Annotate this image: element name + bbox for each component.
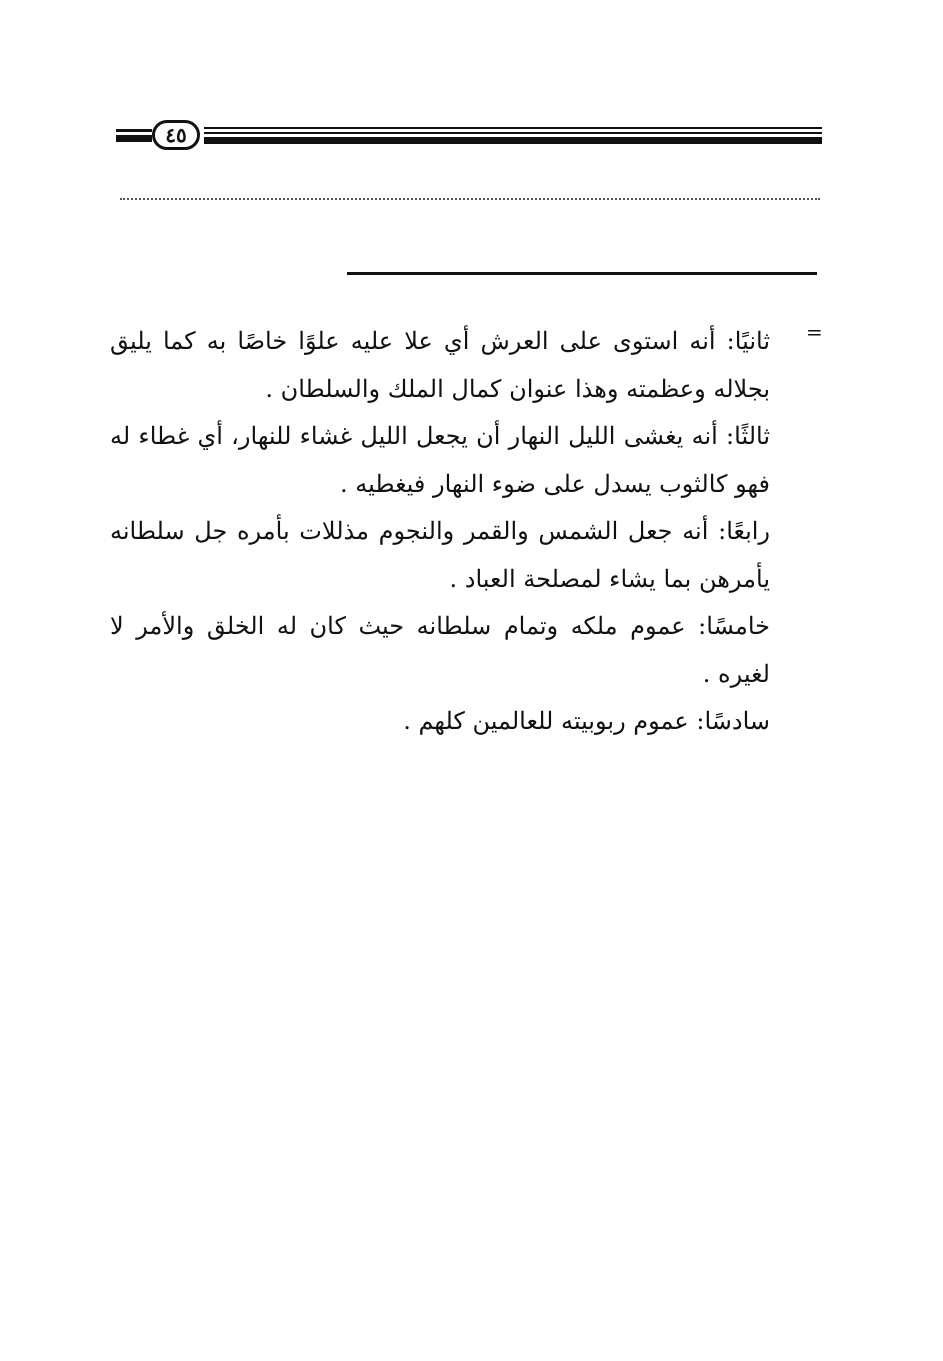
dotted-separator	[120, 198, 820, 200]
paragraph-fourth: رابعًا: أنه جعل الشمس والقمر والنجوم مذللات بأمره جل سلطانه يأمرهن بما يشاء لمصلحة العباد .	[110, 517, 771, 593]
paragraph-fifth: خامسًا: عموم ملكه وتمام سلطانه حيث كان له الخلق والأمر لا لغيره .	[110, 612, 770, 688]
header-ornament-left	[116, 129, 152, 143]
header-ornament-rule	[204, 127, 822, 145]
paragraph-label: ثانيًا	[734, 327, 770, 355]
paragraph-text: أنه جعل الشمس والقمر والنجوم مذللات بأمره جل سلطانه يأمرهن بما يشاء لمصلحة العباد .	[110, 517, 770, 593]
paragraph-label: ثالثًا	[734, 422, 770, 450]
body-text	[110, 318, 770, 746]
paragraph-label: رابعًا	[726, 517, 771, 545]
paragraph-label: سادسًا	[704, 707, 770, 735]
paragraph-text: أنه يغشى الليل النهار أن يجعل الليل غشاء للنهار، أي غطاء له فهو كالثوب يسدل على ضوء النهار فيغطيه .	[110, 422, 770, 498]
paragraph-sixth: سادسًا: عموم ربوبيته للعالمين كلهم .	[403, 707, 770, 735]
paragraph-text: عموم ربوبيته للعالمين كلهم .	[403, 707, 689, 735]
paragraph-text: أنه استوى على العرش أي علا عليه علوًا خاصًا به كما يليق بجلاله وعظمته وهذا عنوان كمال الملك والسلطان .	[110, 327, 770, 403]
page-number: ٤٥	[152, 120, 200, 150]
page-header	[110, 118, 822, 154]
paragraph-third: ثالثًا: أنه يغشى الليل النهار أن يجعل الليل غشاء للنهار، أي غطاء له فهو كالثوب يسدل على ضوء النهار فيغطيه .	[110, 422, 770, 498]
paragraph-second: ثانيًا: أنه استوى على العرش أي علا عليه علوًا خاصًا به كما يليق بجلاله وعظمته وهذا عنوان كمال الملك والسلطان .	[110, 327, 770, 403]
paragraph-label: خامسًا	[706, 612, 770, 640]
continuation-mark: =	[806, 320, 823, 344]
section-rule	[347, 272, 817, 275]
paragraph-text: عموم ملكه وتمام سلطانه حيث كان له الخلق والأمر لا لغيره .	[110, 612, 770, 688]
